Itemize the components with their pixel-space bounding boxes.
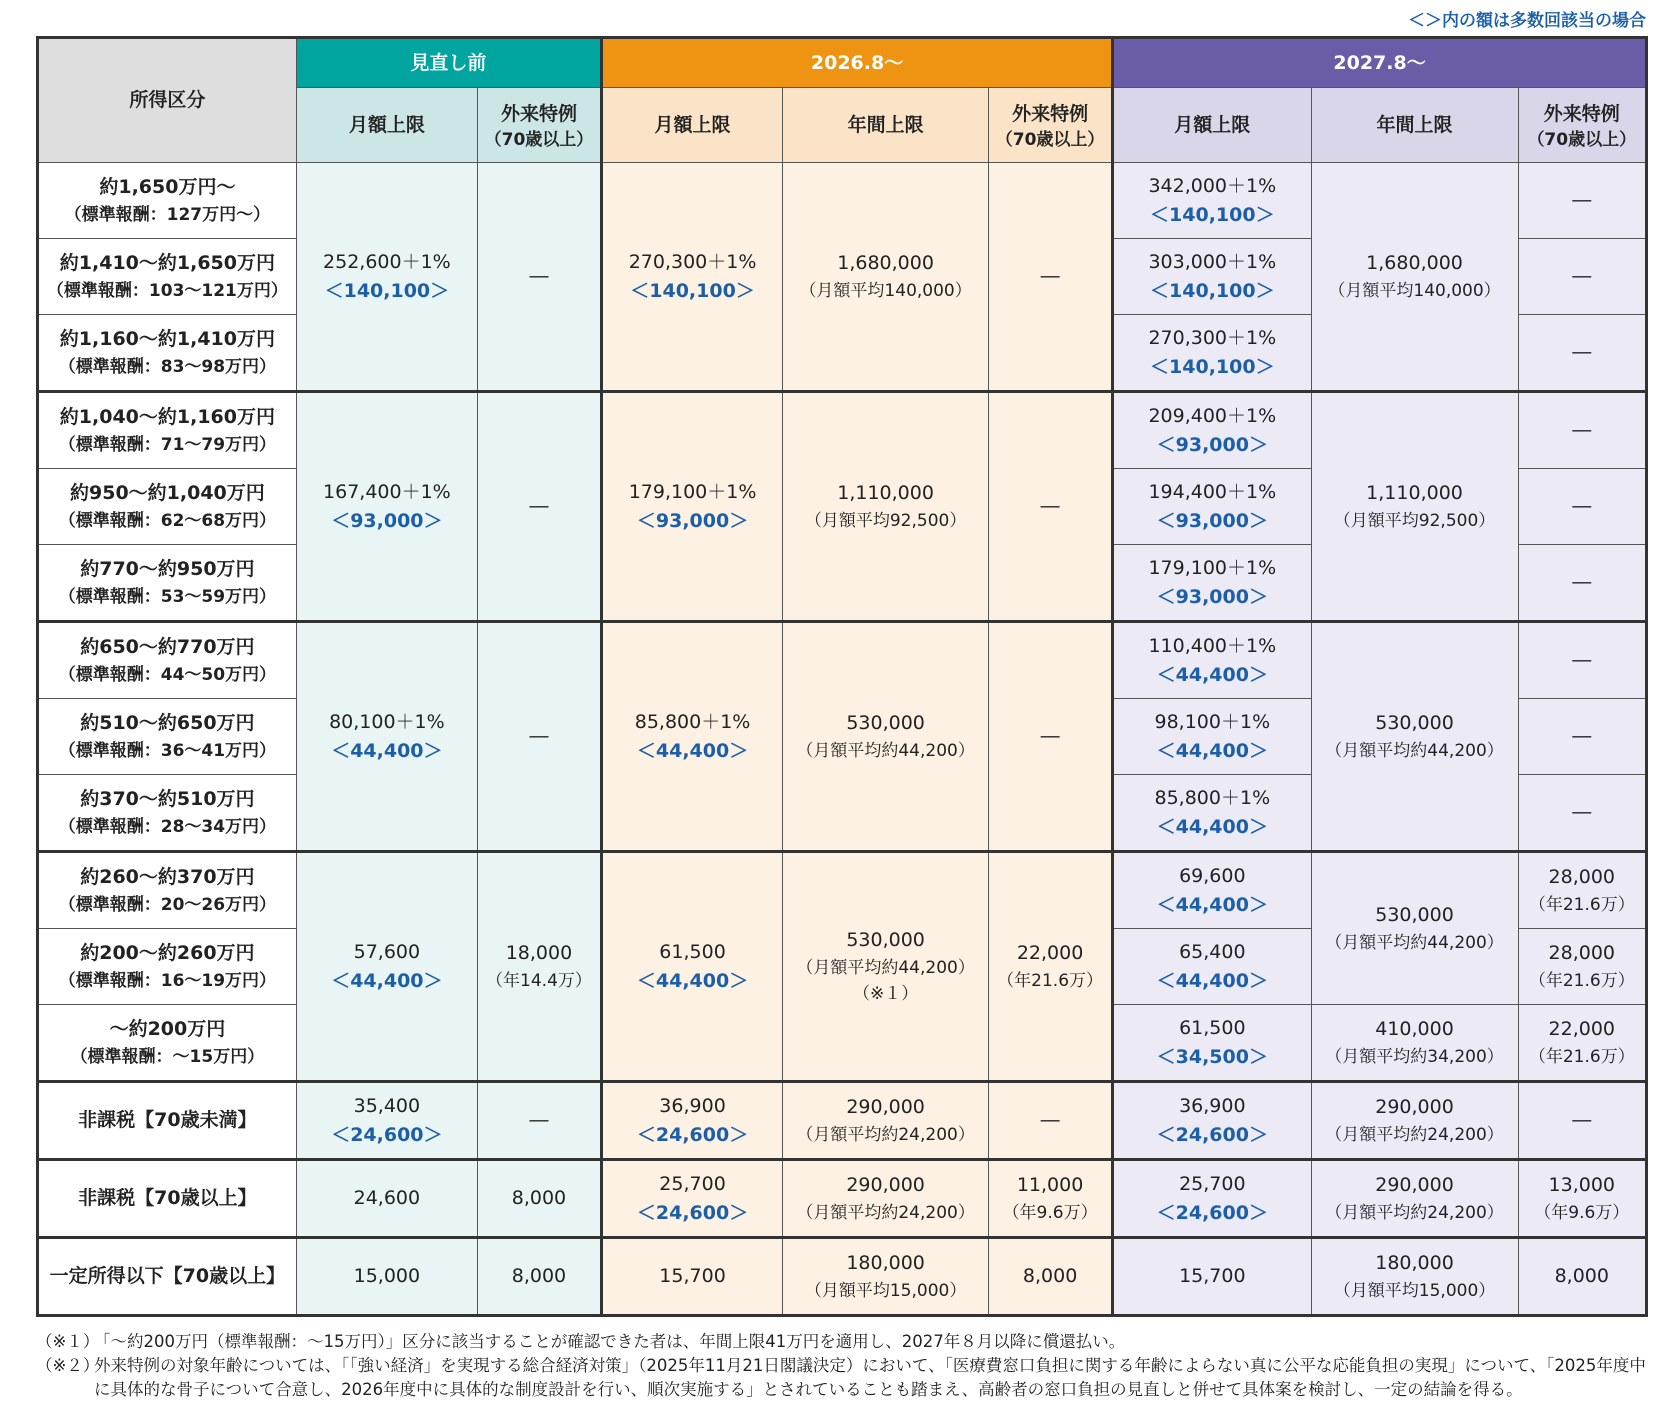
- y2026-monthly-cell: 270,300＋1% ＜140,100＞: [601, 163, 782, 392]
- y2027-annual-cell: 1,110,000 （月額平均92,500）: [1311, 392, 1518, 622]
- table-row: [38, 622, 1647, 699]
- y2027-annual-cell: 180,000 （月額平均15,000）: [1311, 1238, 1518, 1316]
- before-outpatient-cell: 8,000: [477, 1160, 601, 1238]
- before-outpatient-cell: ―: [477, 622, 601, 852]
- footnote-2: [36, 1354, 1648, 1402]
- before-monthly-cell: 252,600＋1% ＜140,100＞: [296, 163, 477, 392]
- y2026-monthly-cell: 85,800＋1% ＜44,400＞: [601, 622, 782, 852]
- y2027-annual-cell: 290,000 （月額平均約24,200）: [1311, 1160, 1518, 1238]
- y2027-outpatient-cell: 22,000 （年21.6万）: [1518, 1005, 1646, 1082]
- footnote-text: 「～約200万円（標準報酬：～15万円）」区分に該当することが確認できた者は、年間上限41万円を適用し、2027年８月以降に償還払い。: [94, 1332, 1126, 1351]
- y2027-annual-header: 年間上限: [1311, 88, 1518, 163]
- category-cell: 約650～約770万円 （標準報酬：44～50万円）: [38, 622, 297, 699]
- footnote-mark: （※１）: [36, 1332, 100, 1351]
- footnote-text: 外来特例の対象年齢については、「「強い経済」を実現する総合経済対策」（2025年11月21日閣議決定）において、「医療費窓口負担に関する年齢によらない真に公平な応能負担の実現」について、「2025年度中に具体的な骨子について合意し、2026年度中に具体的な制度設計を行い、順次実施する」とされていることも踏まえ、高齢者の窓口負担の見直しと併せて具体案を検討し、一定の結論を得る。: [94, 1356, 1646, 1399]
- y2027-monthly-cell: 194,400＋1% ＜93,000＞: [1113, 469, 1311, 545]
- footnotes: [36, 1330, 1648, 1402]
- y2027-monthly-cell: 179,100＋1% ＜93,000＞: [1113, 545, 1311, 622]
- y2027-outpatient-cell: ―: [1518, 163, 1646, 239]
- table-row: [38, 1160, 1647, 1238]
- before-monthly-cell: 35,400 ＜24,600＞: [296, 1082, 477, 1160]
- before-monthly-cell: 57,600 ＜44,400＞: [296, 852, 477, 1082]
- before-monthly-header: 月額上限: [296, 88, 477, 163]
- y2027-outpatient-cell: ―: [1518, 622, 1646, 699]
- y2027-outpatient-cell: ―: [1518, 699, 1646, 775]
- category-cell: 約510～約650万円 （標準報酬：36～41万円）: [38, 699, 297, 775]
- y2027-monthly-cell: 65,400 ＜44,400＞: [1113, 929, 1311, 1005]
- y2027-annual-cell: 530,000 （月額平均約44,200）: [1311, 852, 1518, 1005]
- category-cell: 約1,040～約1,160万円 （標準報酬：71～79万円）: [38, 392, 297, 469]
- y2026-monthly-cell: 179,100＋1% ＜93,000＞: [601, 392, 782, 622]
- category-cell: 非課税【70歳以上】: [38, 1160, 297, 1238]
- header-2027: 2027.8～: [1113, 38, 1647, 88]
- y2026-monthly-header: 月額上限: [601, 88, 782, 163]
- y2026-monthly-cell: 61,500 ＜44,400＞: [601, 852, 782, 1082]
- category-cell: 約1,160～約1,410万円 （標準報酬：83～98万円）: [38, 315, 297, 392]
- y2026-annual-cell: 530,000 （月額平均約44,200） （※１）: [783, 852, 989, 1082]
- category-cell: 約1,410～約1,650万円 （標準報酬：103～121万円）: [38, 239, 297, 315]
- y2027-monthly-cell: 15,700: [1113, 1238, 1311, 1316]
- footnote-1: [36, 1330, 1648, 1354]
- y2027-monthly-cell: 69,600 ＜44,400＞: [1113, 852, 1311, 929]
- y2027-monthly-cell: 25,700 ＜24,600＞: [1113, 1160, 1311, 1238]
- y2027-outpatient-cell: 8,000: [1518, 1238, 1646, 1316]
- category-cell: 約370～約510万円 （標準報酬：28～34万円）: [38, 775, 297, 852]
- category-cell: 約1,650万円～ （標準報酬：127万円～）: [38, 163, 297, 239]
- y2026-outpatient-cell: ―: [989, 622, 1113, 852]
- before-outpatient-cell: ―: [477, 1082, 601, 1160]
- y2027-outpatient-cell: ―: [1518, 469, 1646, 545]
- y2026-annual-cell: 180,000 （月額平均15,000）: [783, 1238, 989, 1316]
- y2026-annual-cell: 1,110,000 （月額平均92,500）: [783, 392, 989, 622]
- before-outpatient-cell: 18,000 （年14.4万）: [477, 852, 601, 1082]
- y2027-monthly-cell: 61,500 ＜34,500＞: [1113, 1005, 1311, 1082]
- before-outpatient-cell: ―: [477, 163, 601, 392]
- table-row: [38, 852, 1647, 929]
- y2027-outpatient-cell: ―: [1518, 315, 1646, 392]
- before-outpatient-cell: 8,000: [477, 1238, 601, 1316]
- y2027-annual-cell: 1,680,000 （月額平均140,000）: [1311, 163, 1518, 392]
- y2027-outpatient-cell: ―: [1518, 392, 1646, 469]
- y2026-annual-header: 年間上限: [783, 88, 989, 163]
- y2026-outpatient-header: 外来特例 （70歳以上）: [989, 88, 1113, 163]
- y2026-monthly-cell: 36,900 ＜24,600＞: [601, 1082, 782, 1160]
- y2027-monthly-cell: 36,900 ＜24,600＞: [1113, 1082, 1311, 1160]
- y2027-monthly-cell: 303,000＋1% ＜140,100＞: [1113, 239, 1311, 315]
- table-row: [38, 163, 1647, 239]
- y2027-outpatient-cell: 28,000 （年21.6万）: [1518, 929, 1646, 1005]
- table-row: [38, 1082, 1647, 1160]
- y2027-outpatient-cell: ―: [1518, 545, 1646, 622]
- category-cell: 非課税【70歳未満】: [38, 1082, 297, 1160]
- y2026-annual-cell: 290,000 （月額平均約24,200）: [783, 1160, 989, 1238]
- footnote-mark: （※２）: [36, 1356, 100, 1375]
- y2026-outpatient-cell: ―: [989, 1082, 1113, 1160]
- y2027-annual-cell: 530,000 （月額平均約44,200）: [1311, 622, 1518, 852]
- table-row: [38, 392, 1647, 469]
- category-cell: 約950～約1,040万円 （標準報酬：62～68万円）: [38, 469, 297, 545]
- header-2026: 2026.8～: [601, 38, 1112, 88]
- y2027-outpatient-header: 外来特例 （70歳以上）: [1518, 88, 1646, 163]
- y2027-outpatient-cell: ―: [1518, 239, 1646, 315]
- y2026-annual-cell: 290,000 （月額平均約24,200）: [783, 1082, 989, 1160]
- category-cell: 約770～約950万円 （標準報酬：53～59万円）: [38, 545, 297, 622]
- before-monthly-cell: 167,400＋1% ＜93,000＞: [296, 392, 477, 622]
- y2027-monthly-header: 月額上限: [1113, 88, 1311, 163]
- table-row: [38, 1238, 1647, 1316]
- category-cell: ～約200万円 （標準報酬：～15万円）: [38, 1005, 297, 1082]
- y2027-annual-cell: 410,000 （月額平均約34,200）: [1311, 1005, 1518, 1082]
- before-monthly-cell: 80,100＋1% ＜44,400＞: [296, 622, 477, 852]
- limit-table: [36, 36, 1648, 1317]
- before-monthly-cell: 15,000: [296, 1238, 477, 1316]
- header-before: 見直し前: [296, 38, 601, 88]
- y2027-outpatient-cell: ―: [1518, 775, 1646, 852]
- y2026-monthly-cell: 25,700 ＜24,600＞: [601, 1160, 782, 1238]
- y2026-outpatient-cell: 22,000 （年21.6万）: [989, 852, 1113, 1082]
- y2027-monthly-cell: 209,400＋1% ＜93,000＞: [1113, 392, 1311, 469]
- y2026-annual-cell: 530,000 （月額平均約44,200）: [783, 622, 989, 852]
- y2026-outpatient-cell: ―: [989, 163, 1113, 392]
- y2027-monthly-cell: 270,300＋1% ＜140,100＞: [1113, 315, 1311, 392]
- y2026-monthly-cell: 15,700: [601, 1238, 782, 1316]
- y2027-outpatient-cell: 28,000 （年21.6万）: [1518, 852, 1646, 929]
- before-outpatient-header: 外来特例 （70歳以上）: [477, 88, 601, 163]
- category-cell: 約260～約370万円 （標準報酬：20～26万円）: [38, 852, 297, 929]
- y2027-monthly-cell: 85,800＋1% ＜44,400＞: [1113, 775, 1311, 852]
- y2027-monthly-cell: 342,000＋1% ＜140,100＞: [1113, 163, 1311, 239]
- y2027-monthly-cell: 98,100＋1% ＜44,400＞: [1113, 699, 1311, 775]
- y2027-outpatient-cell: ―: [1518, 1082, 1646, 1160]
- multiple-note: ＜＞内の額は多数回該当の場合: [1408, 11, 1646, 31]
- y2027-monthly-cell: 110,400＋1% ＜44,400＞: [1113, 622, 1311, 699]
- header-category: 所得区分: [38, 38, 297, 163]
- before-outpatient-cell: ―: [477, 392, 601, 622]
- y2027-outpatient-cell: 13,000 （年9.6万）: [1518, 1160, 1646, 1238]
- before-monthly-cell: 24,600: [296, 1160, 477, 1238]
- y2026-outpatient-cell: ―: [989, 392, 1113, 622]
- y2026-annual-cell: 1,680,000 （月額平均140,000）: [783, 163, 989, 392]
- category-cell: 約200～約260万円 （標準報酬：16～19万円）: [38, 929, 297, 1005]
- category-cell: 一定所得以下【70歳以上】: [38, 1238, 297, 1316]
- y2026-outpatient-cell: 8,000: [989, 1238, 1113, 1316]
- y2027-annual-cell: 290,000 （月額平均約24,200）: [1311, 1082, 1518, 1160]
- y2026-outpatient-cell: 11,000 （年9.6万）: [989, 1160, 1113, 1238]
